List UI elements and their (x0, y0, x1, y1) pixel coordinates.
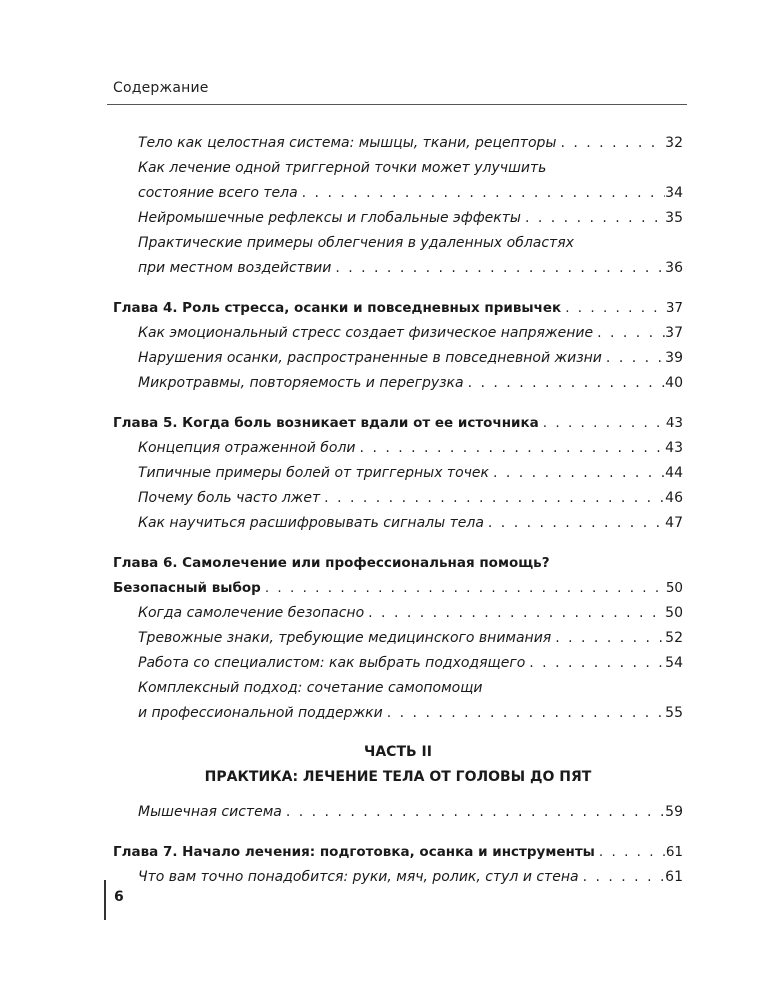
toc-gap (113, 825, 683, 840)
toc-leader-dots (489, 461, 665, 486)
toc-entry-title: Микротравмы, повторяемость и перегрузка (138, 375, 464, 391)
part-title: ПРАКТИКА: ЛЕЧЕНИЕ ТЕЛА ОТ ГОЛОВЫ ДО ПЯТ (204, 769, 592, 785)
toc-entry-page: 39 (665, 350, 683, 366)
toc-leader-dots (320, 486, 665, 511)
toc-entry-page: 46 (665, 490, 683, 506)
toc-entry-page: 37 (665, 300, 683, 316)
toc-section-entry (113, 626, 683, 651)
toc-entry-page: 59 (665, 804, 683, 820)
toc-entry-title: при местном воздействии (138, 260, 332, 276)
toc-entry-title: Что вам точно понадобится: руки, мяч, ролик, стул и стена (138, 869, 579, 885)
toc-entry-title: Безопасный выбор (113, 580, 261, 596)
toc-entry-title: Тревожные знаки, требующие медицинского внимания (138, 630, 552, 646)
toc-leader-dots (595, 840, 665, 865)
toc-entry-page: 34 (665, 185, 683, 201)
toc-entry-page: 43 (665, 440, 683, 456)
toc-entry-title: Нарушения осанки, распространенные в повседневной жизни (138, 350, 602, 366)
toc-section-entry (113, 131, 683, 156)
toc-entry-title: Почему боль часто лжет (138, 490, 321, 506)
toc-entry-title: Глава 6. Самолечение или профессиональная помощь? (113, 555, 550, 571)
page-number: 6 (114, 889, 124, 905)
toc-leader-dots (298, 181, 665, 206)
toc-section-entry (113, 701, 683, 726)
toc-entry-page: 50 (665, 605, 683, 621)
footer-rule (104, 880, 106, 920)
toc-group (113, 551, 683, 726)
toc-entry-page: 40 (665, 375, 683, 391)
toc-leader-dots (525, 651, 665, 676)
toc-section-entry (113, 486, 683, 511)
toc-section-entry (113, 865, 683, 890)
toc-group (113, 296, 683, 396)
toc-entry-title: Как эмоциональный стресс создает физическое напряжение (138, 325, 594, 341)
toc-entry-page: 35 (665, 210, 683, 226)
toc-leader-dots (364, 601, 665, 626)
toc-entry-page: 61 (665, 844, 683, 860)
toc-leader-dots (464, 371, 665, 396)
toc-group (113, 131, 683, 281)
toc-entry-page: 55 (665, 705, 683, 721)
toc-entry-title: Тело как целостная система: мышцы, ткани, рецепторы (138, 135, 557, 151)
toc-leader-dots (593, 321, 665, 346)
toc-entry-title: Глава 7. Начало лечения: подготовка, осанка и инструменты (113, 844, 595, 860)
toc-group (113, 411, 683, 536)
toc-leader-dots (561, 296, 665, 321)
toc-leader-dots (556, 131, 665, 156)
toc-entry-title: Концепция отраженной боли (138, 440, 356, 456)
toc-entry-title: Глава 5. Когда боль возникает вдали от ее источника (113, 415, 539, 431)
toc-entry-page: 36 (665, 260, 683, 276)
toc-gap (113, 536, 683, 551)
toc-entry-title: Как научиться расшифровывать сигналы тела (138, 515, 484, 531)
toc-section-entry (113, 436, 683, 461)
toc-chapter-entry (113, 296, 683, 321)
toc-entry-title: Практические примеры облегчения в удаленных областях (138, 235, 574, 251)
toc-gap (113, 396, 683, 411)
toc-entry-page: 50 (665, 580, 683, 596)
toc-section-entry (113, 346, 683, 371)
toc-leader-dots (356, 436, 665, 461)
toc-entry-title: и профессиональной поддержки (138, 705, 383, 721)
toc-section-entry (113, 511, 683, 536)
running-head: Содержание (113, 80, 209, 96)
toc-entry-page: 47 (665, 515, 683, 531)
toc-entry-title: Когда самолечение безопасно (138, 605, 365, 621)
toc-section-entry (113, 231, 683, 256)
toc-leader-dots (579, 865, 665, 890)
toc-leader-dots (521, 206, 665, 231)
toc-section-entry (113, 461, 683, 486)
toc-section-entry (113, 676, 683, 701)
toc-leader-dots (602, 346, 665, 371)
toc-chapter-entry (113, 551, 683, 576)
toc-section-entry (113, 321, 683, 346)
toc-leader-dots (331, 256, 665, 281)
toc-section-entry (113, 371, 683, 396)
header-rule (107, 104, 687, 105)
toc-leader-dots (261, 576, 665, 601)
toc-group (113, 840, 683, 890)
toc-section-entry (113, 651, 683, 676)
toc-entry-title: Типичные примеры болей от триггерных точек (138, 465, 489, 481)
toc-leader-dots (282, 800, 665, 825)
toc-section-entry (113, 601, 683, 626)
toc-entry-page: 52 (665, 630, 683, 646)
part-label: ЧАСТЬ II (364, 744, 432, 760)
toc-section-entry (113, 206, 683, 231)
toc-chapter-entry (113, 840, 683, 865)
part-heading (113, 740, 683, 790)
toc-entry-page: 61 (665, 869, 683, 885)
toc-entry-title: Работа со специалистом: как выбрать подходящего (138, 655, 526, 671)
toc-leader-dots (383, 701, 665, 726)
toc-entry-title: Как лечение одной триггерной точки может улучшить (138, 160, 547, 176)
toc-gap (113, 281, 683, 296)
toc-chapter-entry (113, 576, 683, 601)
toc-section-entry (113, 156, 683, 181)
toc-entry-page: 37 (665, 325, 683, 341)
toc-section-entry (113, 181, 683, 206)
toc-leader-dots (484, 511, 665, 536)
toc-entry-page: 54 (665, 655, 683, 671)
toc-entry-page: 32 (665, 135, 683, 151)
toc-leader-dots (539, 411, 665, 436)
toc-entry-title: Мышечная система (138, 804, 282, 820)
toc-entry-title: состояние всего тела (138, 185, 298, 201)
toc-entry-page: 44 (665, 465, 683, 481)
toc-entry-title: Глава 4. Роль стресса, осанки и повседневных привычек (113, 300, 562, 316)
toc-group (113, 800, 683, 825)
toc-entry-title: Нейромышечные рефлексы и глобальные эффекты (138, 210, 521, 226)
toc-entry-page: 43 (665, 415, 683, 431)
table-of-contents (113, 131, 683, 890)
toc-leader-dots (551, 626, 665, 651)
toc-section-entry (113, 800, 683, 825)
toc-section-entry (113, 256, 683, 281)
toc-chapter-entry (113, 411, 683, 436)
toc-entry-title: Комплексный подход: сочетание самопомощи (138, 680, 483, 696)
